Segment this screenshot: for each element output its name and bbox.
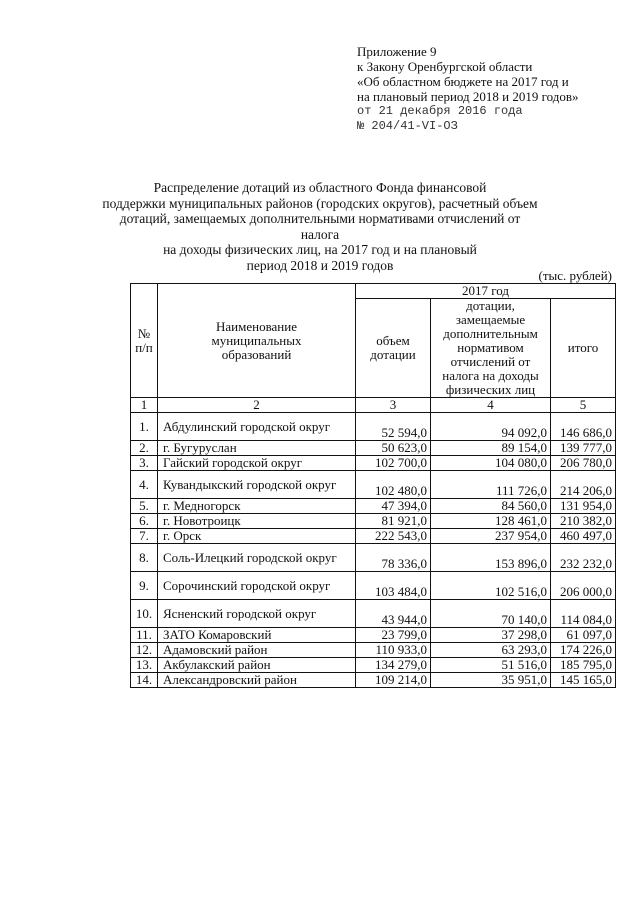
- header-volume: объем дотации: [356, 299, 431, 398]
- row-total: 232 232,0: [551, 544, 616, 572]
- row-number: 7.: [131, 529, 158, 544]
- row-total: 114 084,0: [551, 600, 616, 628]
- appendix-line: Приложение 9: [357, 44, 437, 59]
- row-total: 185 795,0: [551, 658, 616, 673]
- column-number: 1: [131, 398, 158, 413]
- column-number: 3: [356, 398, 431, 413]
- table-row: [131, 673, 616, 688]
- row-number: 3.: [131, 456, 158, 471]
- header-num: [131, 284, 158, 398]
- table-row: [131, 658, 616, 673]
- table-row: [131, 456, 616, 471]
- row-number: 1.: [131, 413, 158, 441]
- row-name: Соль-Илецкий городской округ: [158, 544, 356, 572]
- row-replaced: 89 154,0: [431, 441, 551, 456]
- table-row: [131, 572, 616, 600]
- row-number: 2.: [131, 441, 158, 456]
- row-number: 5.: [131, 499, 158, 514]
- row-name: г. Новотроицк: [158, 514, 356, 529]
- row-total: 206 000,0: [551, 572, 616, 600]
- row-replaced: 37 298,0: [431, 628, 551, 643]
- row-replaced: 111 726,0: [431, 471, 551, 499]
- header-replaced: дотации, замещаемые дополнительным нормативом отчислений от налога на доходы физических лиц: [431, 299, 551, 398]
- row-replaced: 128 461,0: [431, 514, 551, 529]
- title-line: Распределение дотаций из областного Фонда финансовой: [153, 180, 487, 195]
- row-total: 174 226,0: [551, 643, 616, 658]
- table-row: [131, 499, 616, 514]
- row-volume: 50 623,0: [356, 441, 431, 456]
- row-volume: 110 933,0: [356, 643, 431, 658]
- row-name: г. Медногорск: [158, 499, 356, 514]
- row-volume: 103 484,0: [356, 572, 431, 600]
- column-number: 5: [551, 398, 616, 413]
- row-name: Александровский район: [158, 673, 356, 688]
- row-number: 9.: [131, 572, 158, 600]
- header-total: итого: [551, 299, 616, 398]
- header-num-l2: п/п: [135, 339, 153, 355]
- row-total: 214 206,0: [551, 471, 616, 499]
- table-row: [131, 529, 616, 544]
- row-volume: 109 214,0: [356, 673, 431, 688]
- row-number: 13.: [131, 658, 158, 673]
- row-total: 210 382,0: [551, 514, 616, 529]
- row-name: Абдулинский городской округ: [158, 413, 356, 441]
- subsidy-table: [130, 283, 616, 688]
- row-volume: 222 543,0: [356, 529, 431, 544]
- table-row: [131, 544, 616, 572]
- row-total: 460 497,0: [551, 529, 616, 544]
- row-replaced: 84 560,0: [431, 499, 551, 514]
- row-name: г. Орск: [158, 529, 356, 544]
- title-line: период 2018 и 2019 годов: [246, 257, 394, 273]
- row-total: 206 780,0: [551, 456, 616, 471]
- appendix-line: к Закону Оренбургской области: [357, 59, 533, 74]
- header-name: Наименование муниципальных образований: [158, 284, 356, 398]
- table-row: [131, 514, 616, 529]
- table-row: [131, 441, 616, 456]
- row-volume: 47 394,0: [356, 499, 431, 514]
- row-volume: 43 944,0: [356, 600, 431, 628]
- row-name: Сорочинский городской округ: [158, 572, 356, 600]
- row-replaced: 102 516,0: [431, 572, 551, 600]
- row-name: Гайский городской округ: [158, 456, 356, 471]
- row-total: 139 777,0: [551, 441, 616, 456]
- appendix-line: «Об областном бюджете на 2017 год и: [357, 74, 569, 89]
- title-line: поддержки муниципальных районов (городских округов), расчетный объем: [102, 195, 538, 211]
- row-number: 12.: [131, 643, 158, 658]
- column-number-row: [131, 398, 616, 413]
- row-replaced: 35 951,0: [431, 673, 551, 688]
- row-name: Ясненский городской округ: [158, 600, 356, 628]
- row-name: Акбулакский район: [158, 658, 356, 673]
- row-number: 6.: [131, 514, 158, 529]
- appendix-line: на плановый период 2018 и 2019 годов»: [357, 89, 579, 104]
- units-label: (тыс. рублей): [538, 268, 612, 283]
- row-number: 8.: [131, 544, 158, 572]
- row-replaced: 237 954,0: [431, 529, 551, 544]
- row-number: 14.: [131, 673, 158, 688]
- header-row: [131, 284, 616, 299]
- row-number: 10.: [131, 600, 158, 628]
- table-row: [131, 600, 616, 628]
- column-number: 4: [431, 398, 551, 413]
- table-row: [131, 413, 616, 441]
- row-name: г. Бугуруслан: [158, 441, 356, 456]
- row-volume: 102 700,0: [356, 456, 431, 471]
- row-volume: 78 336,0: [356, 544, 431, 572]
- row-replaced: 51 516,0: [431, 658, 551, 673]
- header-year: 2017 год: [356, 284, 616, 299]
- column-number: 2: [158, 398, 356, 413]
- table-row: [131, 471, 616, 499]
- appendix-date: от 21 декабря 2016 года: [357, 104, 523, 118]
- row-volume: 52 594,0: [356, 413, 431, 441]
- row-number: 4.: [131, 471, 158, 499]
- row-name: Кувандыкский городской округ: [158, 471, 356, 499]
- row-replaced: 94 092,0: [431, 413, 551, 441]
- row-replaced: 63 293,0: [431, 643, 551, 658]
- row-replaced: 70 140,0: [431, 600, 551, 628]
- row-total: 61 097,0: [551, 628, 616, 643]
- row-replaced: 104 080,0: [431, 456, 551, 471]
- row-volume: 102 480,0: [356, 471, 431, 499]
- appendix-number: № 204/41-VI-ОЗ: [357, 119, 458, 133]
- appendix-block: [357, 44, 627, 134]
- row-number: 11.: [131, 628, 158, 643]
- row-total: 131 954,0: [551, 499, 616, 514]
- row-replaced: 153 896,0: [431, 544, 551, 572]
- table-row: [131, 628, 616, 643]
- title-line: на доходы физических лиц, на 2017 год и на плановый: [163, 242, 477, 257]
- table-body: [131, 284, 616, 688]
- document-title: [100, 180, 540, 273]
- row-total: 145 165,0: [551, 673, 616, 688]
- table-row: [131, 643, 616, 658]
- row-name: Адамовский район: [158, 643, 356, 658]
- row-volume: 23 799,0: [356, 628, 431, 643]
- row-volume: 81 921,0: [356, 514, 431, 529]
- row-name: ЗАТО Комаровский: [158, 628, 356, 643]
- title-line: дотаций, замещаемых дополнительными нормативами отчислений от налога: [119, 211, 521, 242]
- header-num-l1: №: [137, 325, 151, 341]
- row-total: 146 686,0: [551, 413, 616, 441]
- row-volume: 134 279,0: [356, 658, 431, 673]
